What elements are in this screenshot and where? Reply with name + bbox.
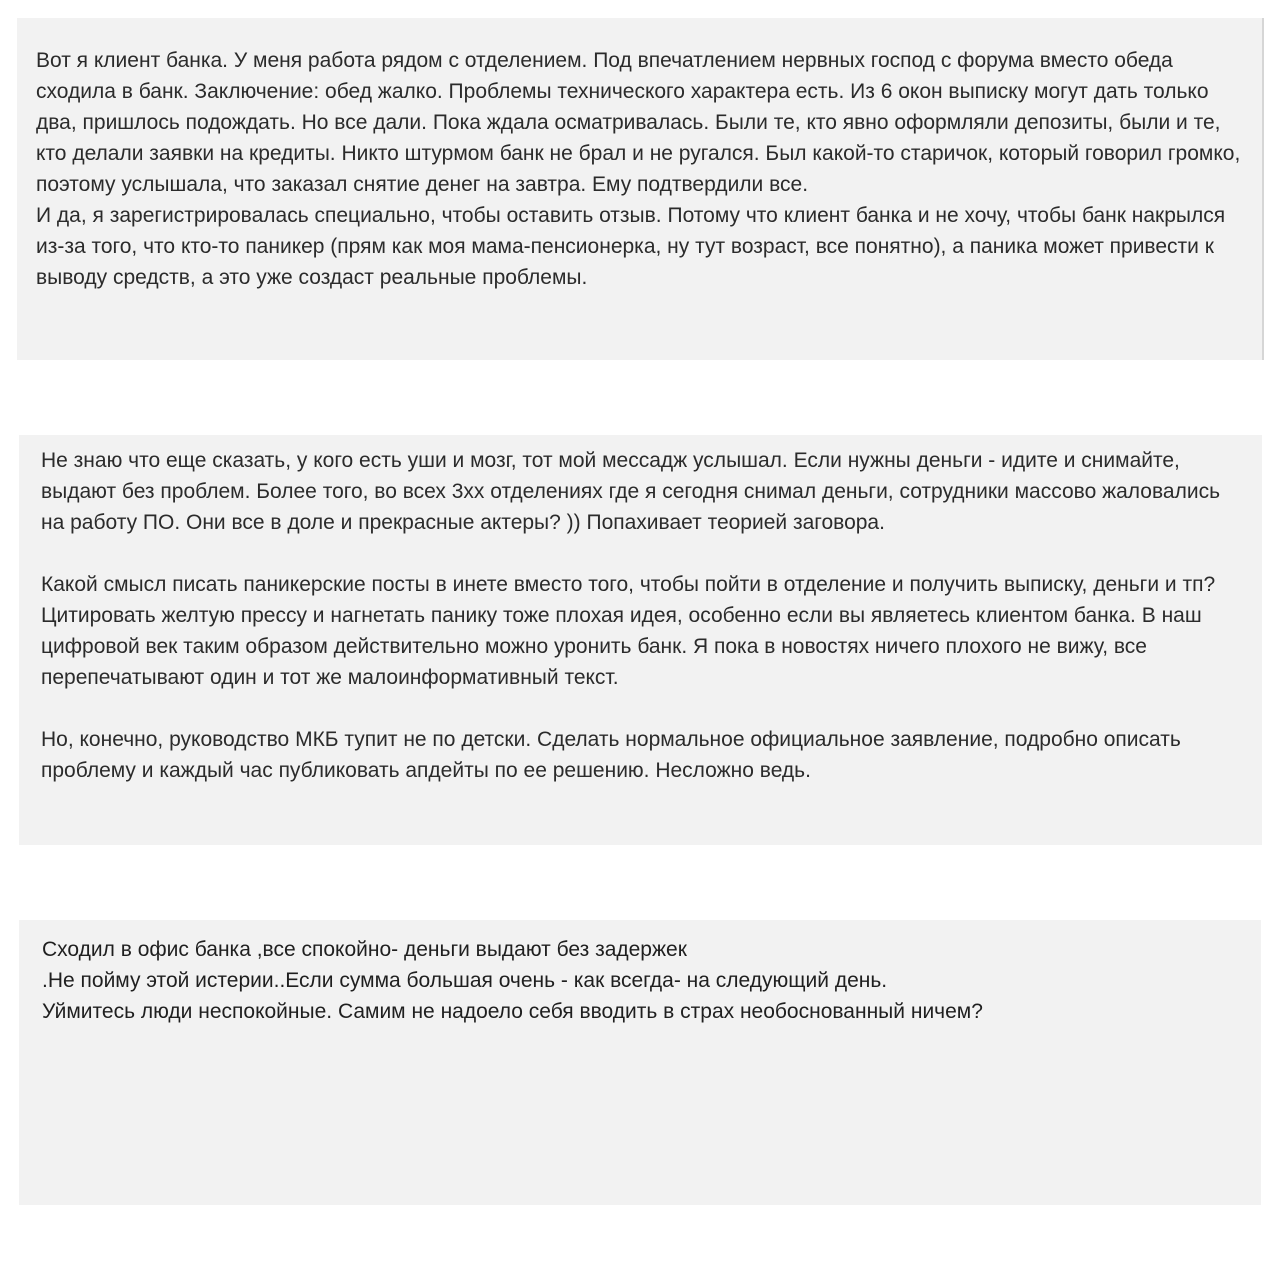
- review-text: Вот я клиент банка. У меня работа рядом с отделением. Под впечатлением нервных господ с форума вместо обеда сходила в банк. Заключение: обед жалко. Проблемы технического характера есть. Из 6 окон выписку могут дать только два, пришлось подождать. Но все дали. Пока ждала осматривалась. Были те, кто явно оформляли депозиты, были и те, кто делали заявки на кредиты. Никто штурмом банк не брал и не ругался. Был какой-то старичок, который говорил громко, поэтому услышала, что заказал снятие денег на завтра. Ему подтвердили все. И да, я зарегистрировалась специально, чтобы оставить отзыв. Потому что клиент банка и не хочу, чтобы банк накрылся из-за того, что кто-то паникер (прям как моя мама-пенсионерка, ну тут возраст, все понятно), а паника может привести к выводу средств, а это уже создаст реальные проблемы.: [36, 49, 1241, 289]
- review-text: Не знаю что еще сказать, у кого есть уши и мозг, тот мой мессадж услышал. Если нужны деньги - идите и снимайте, выдают без проблем. Более того, во всех 3хх отделениях где я сегодня снимал деньги, сотрудники массово жаловались на работу ПО. Они все в доле и прекрасные актеры? )) Попахивает теорией заговора.: [41, 449, 1221, 534]
- review-card-1: [17, 18, 1264, 360]
- review-card-3: [19, 920, 1261, 1205]
- review-text: Какой смысл писать паникерские посты в инете вместо того, чтобы пойти в отделение и получить выписку, деньги и тп? Цитировать желтую прессу и нагнетать панику тоже плохая идея, особенно если вы являетесь клиентом банка. В наш цифровой век таким образом действительно можно уронить банк. Я пока в новостях ничего плохого не вижу, все перепечатывают один и тот же малоинформативный текст.: [41, 573, 1216, 689]
- review-card-2: [19, 435, 1262, 845]
- review-text: Но, конечно, руководство МКБ тупит не по детски. Сделать нормальное официальное заявление, подробно описать проблему и каждый час публиковать апдейты по ее решению. Несложно ведь.: [41, 728, 1181, 782]
- review-text: Сходил в офис банка ,все спокойно- деньги выдают без задержек .Не пойму этой истерии..Если сумма большая очень - как всегда- на следующий день. Уймитесь люди неспокойные. Самим не надоело себя вводить в страх необоснованный ничем?: [42, 938, 983, 1023]
